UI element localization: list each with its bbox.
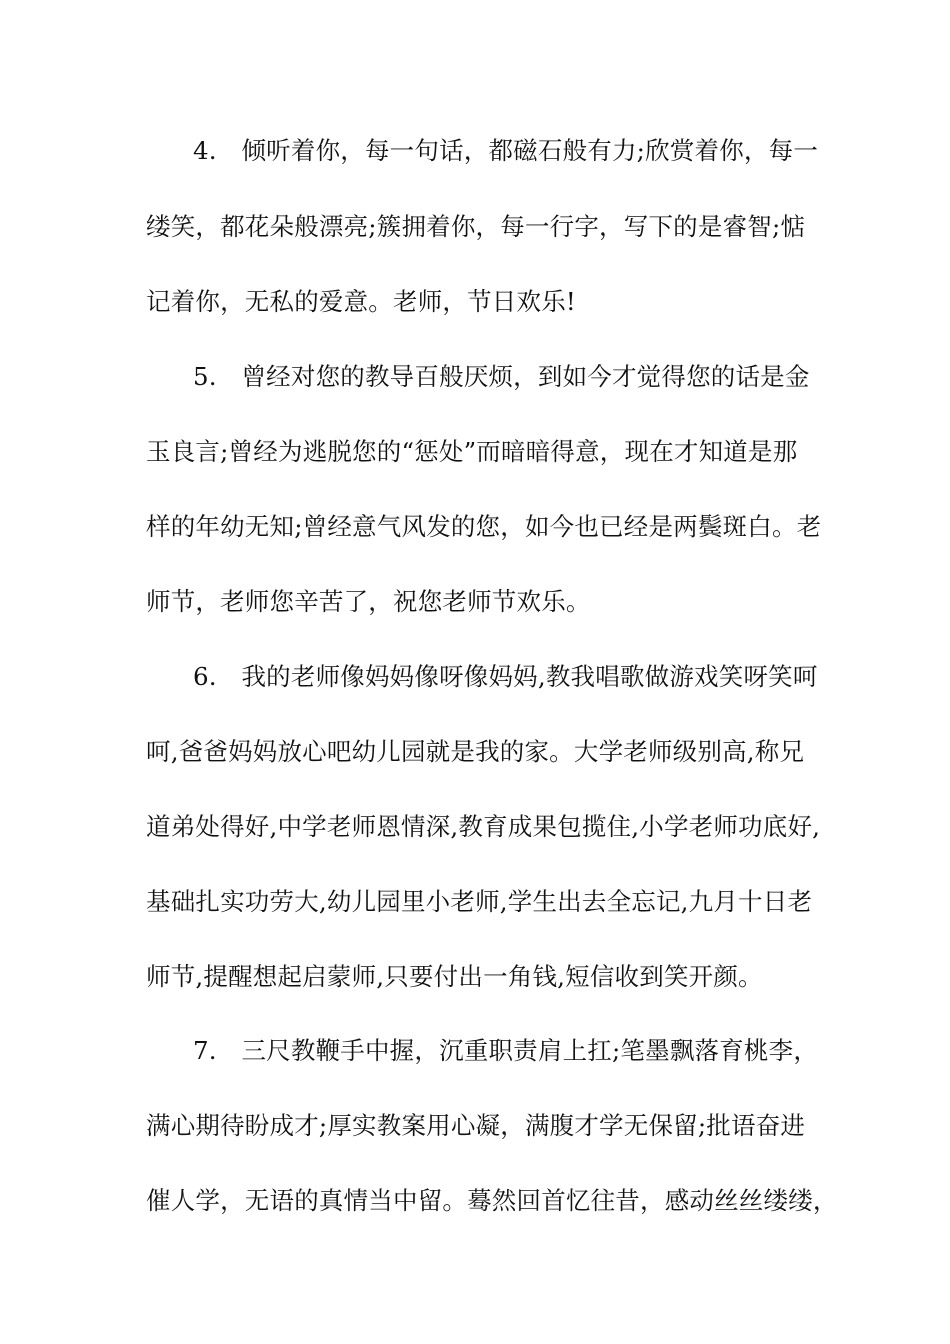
paragraph-4-line-2: 缕笑，都花朵般漂亮;簇拥着你，每一行字，写下的是睿智;惦 [146, 212, 806, 241]
paragraph-7-line-1: 7. 三尺教鞭手中握，沉重职责肩上扛;笔墨飘落育桃李， [193, 1036, 819, 1065]
paragraph-6-line-1: 6. 我的老师像妈妈像呀像妈妈,教我唱歌做游戏笑呀笑呵 [193, 662, 818, 691]
paragraph-7-line-2: 满心期待盼成才;厚实教案用心凝，满腹才学无保留;批语奋进 [146, 1111, 806, 1140]
paragraph-7-line-3: 催人学，无语的真情当中留。蓦然回首忆往昔，感动丝丝缕缕， [146, 1186, 838, 1215]
paragraph-6-line-2: 呵,爸爸妈妈放心吧幼儿园就是我的家。大学老师级别高,称兄 [146, 737, 805, 766]
paragraph-5-line-3: 样的年幼无知;曾经意气风发的您，如今也已经是两鬓斑白。老 [146, 512, 822, 541]
paragraph-6-line-3: 道弟处得好,中学老师恩情深,教育成果包揽住,小学老师功底好, [146, 812, 821, 841]
paragraph-5-line-2: 玉良言;曾经为逃脱您的“惩处”而暗暗得意，现在才知道是那 [146, 437, 798, 466]
paragraph-4-line-1: 4. 倾听着你，每一句话，都磁石般有力;欣赏着你，每一 [193, 136, 819, 165]
paragraph-6-line-4: 基础扎实功劳大,幼儿园里小老师,学生出去全忘记,九月十日老 [146, 887, 813, 916]
paragraph-5-line-1: 5. 曾经对您的教导百般厌烦，到如今才觉得您的话是金 [193, 362, 810, 391]
paragraph-4-line-3: 记着你，无私的爱意。老师，节日欢乐! [146, 287, 576, 316]
paragraph-5-line-4: 师节，老师您辛苦了，祝您老师节欢乐。 [146, 587, 591, 616]
paragraph-6-line-5: 师节,提醒想起启蒙师,只要付出一角钱,短信收到笑开颜。 [146, 962, 763, 991]
